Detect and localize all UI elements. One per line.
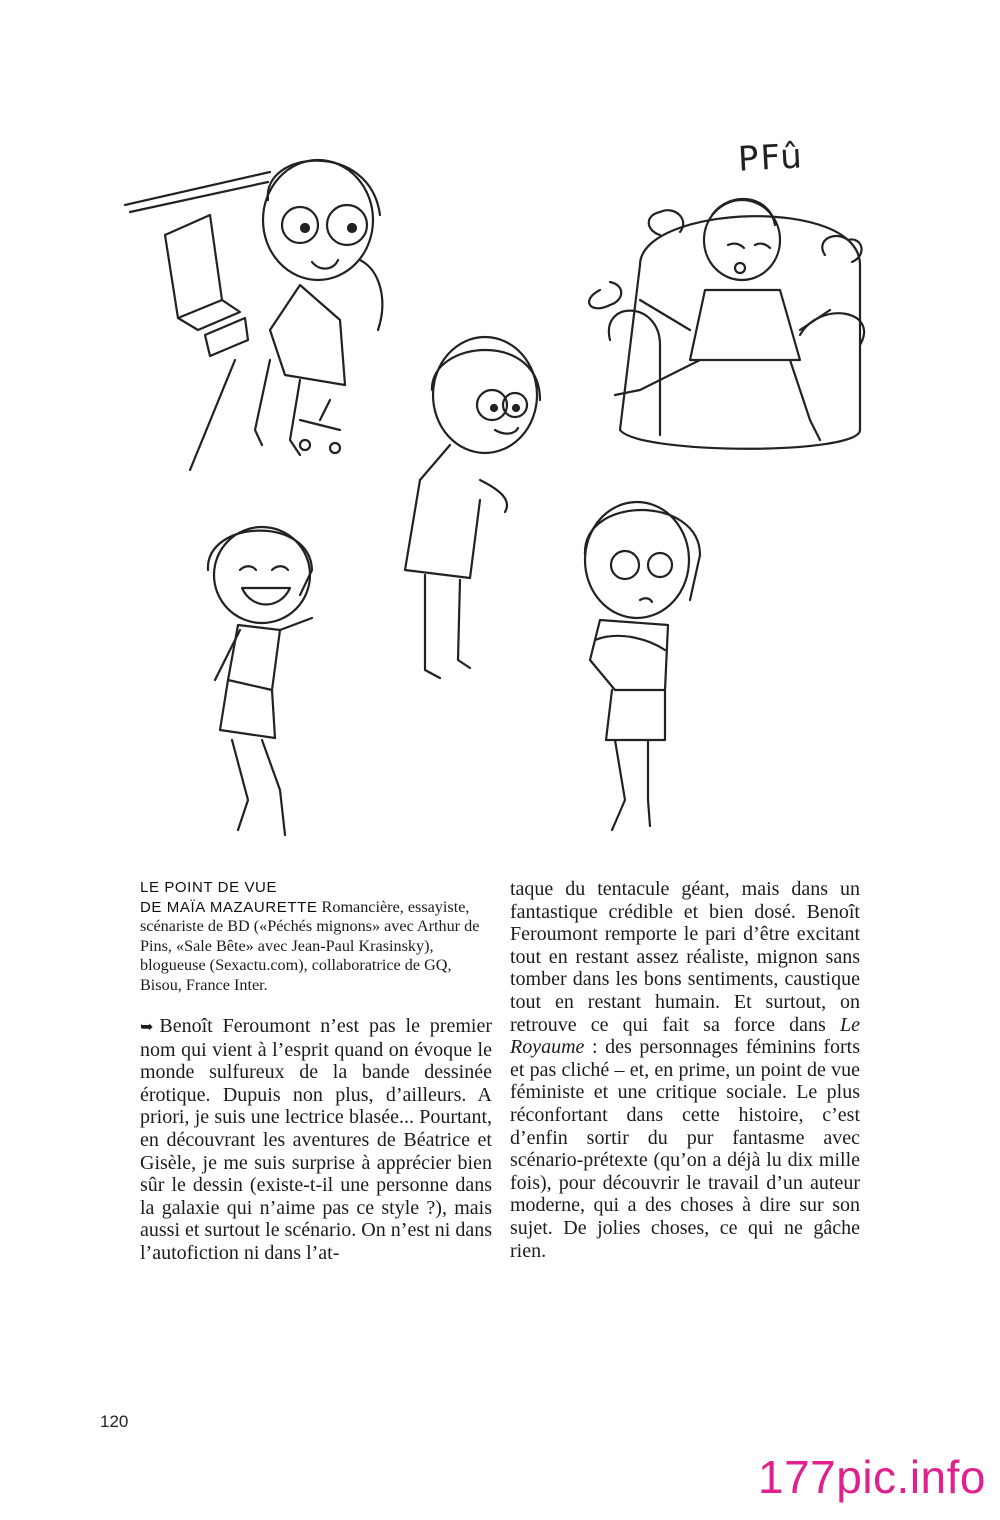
article-column-left xyxy=(140,878,492,1265)
article-left-text: Benoît Feroumont n’est pas le premier nom qui vient à l’esprit quand on évoque le monde sulfureux de la bande dessinée érotique. Dupuis non plus, d’ailleurs. A priori, je suis une lectrice blasée... Pourtant, en découvrant les aventures de Béatrice et Gisèle, je me suis surprise à apprécier bien sûr le dessin (existe-t-il une personne dans la galaxie qui n’aime pas ce style ?), mais aussi et surtout le scénario. On n’est ni dans l’autofiction ni dans l’at- xyxy=(140,1015,492,1264)
sketch-woman-at-desk xyxy=(125,160,382,470)
book-title: Le Royaume xyxy=(510,1013,860,1059)
sketch-woman-leaning xyxy=(405,337,540,678)
article-body-left xyxy=(140,1015,492,1265)
article-right-text-2: : des personnages féminins forts et pas cliché – et, en prime, un point de vue féministe et une critique sociale. Le plus réconfortant dans cette histoire, c’est d’enfin sortir du pur fantasme avec scénario-prétexte (qu’on a déjà lu dix mille fois), pour découvrir le travail d’un auteur moderne, qui a des choses à dire sur son sujet. De jolies choses, ce qui ne gâche rien. xyxy=(510,1036,860,1262)
sketch-woman-in-armchair xyxy=(589,199,864,449)
article-right-text-1: taque du tentacule géant, mais dans un fantastique crédible et bien dosé. Benoît Feroumont remporte le pari d’être excitant tout en restant assez réaliste, mignon sans tomber dans les bons sentiments, caustique tout en restant humain. Et surtout, on retrouve ce qui fait sa force dans xyxy=(510,878,860,1036)
bio-heading-line1: LE POINT DE VUE xyxy=(140,879,278,896)
arrow-icon: ➥ xyxy=(140,1017,154,1036)
sketch-woman-laughing xyxy=(208,527,312,835)
page-number: 120 xyxy=(100,1412,129,1431)
sketch-woman-arms-crossed xyxy=(585,502,700,830)
watermark: 177pic.info xyxy=(758,1451,986,1503)
bio-heading-line2: DE MAÏA MAZAURETTE xyxy=(140,898,318,916)
author-bio xyxy=(140,878,492,995)
article-column-right xyxy=(510,878,860,1262)
sketch-caption: PFû xyxy=(736,136,805,180)
article-body-right xyxy=(510,878,860,1262)
bio-text: Romancière, essayiste, scénariste de BD («Péchés mignons» avec Arthur de Pins, «Sale Bête» avec Jean-Paul Krasinsky), blogueuse (Sexactu.com), collaboratrice de GQ, Bisou, France Inter. xyxy=(140,897,480,994)
